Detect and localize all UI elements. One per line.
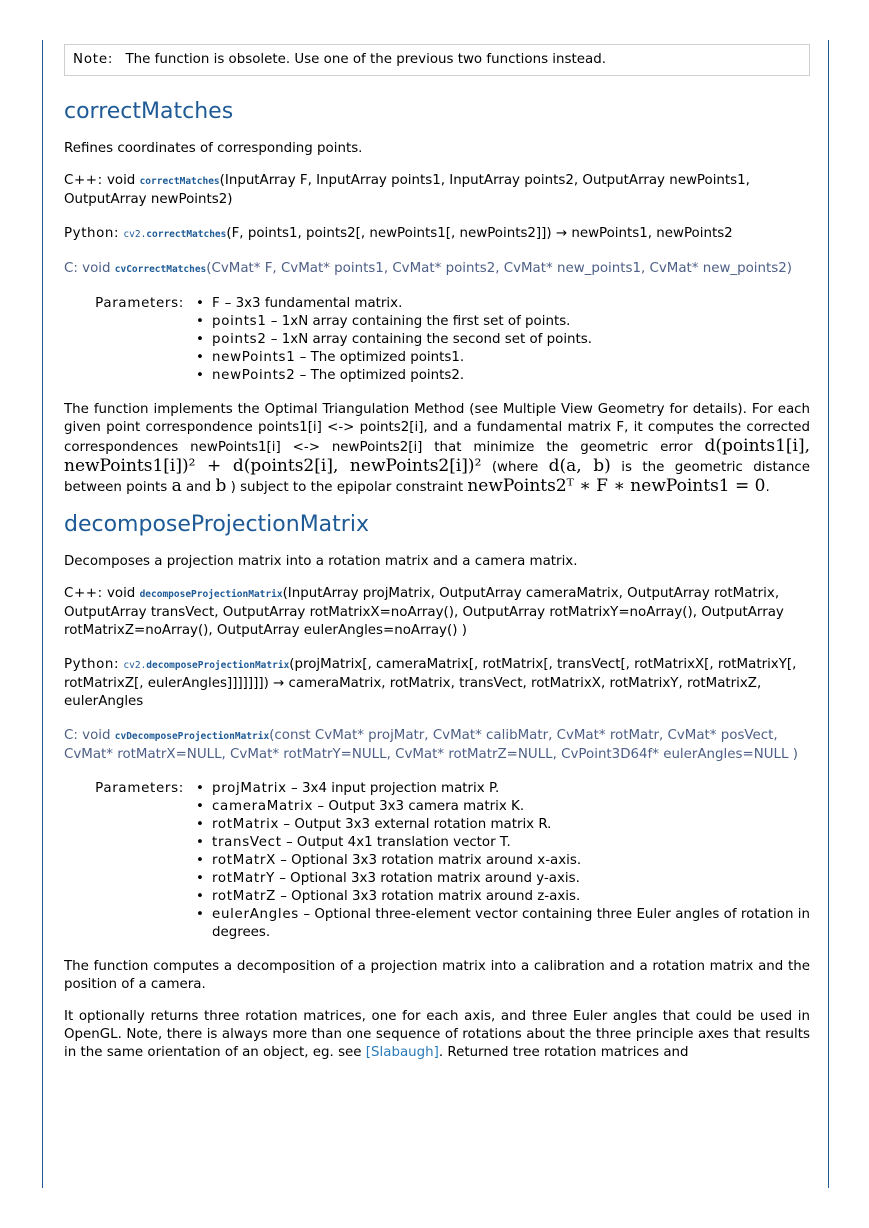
body-text: ) subject to the epipolar constraint bbox=[230, 480, 464, 495]
param-name: points1 bbox=[212, 314, 267, 329]
param-name: cameraMatrix bbox=[212, 799, 314, 814]
param-desc: – 3x3 fundamental matrix. bbox=[220, 296, 403, 311]
param-name: newPoints2 bbox=[212, 368, 296, 383]
param-desc: – 1xN array containing the second set of points. bbox=[266, 332, 593, 347]
slabaugh-reference-link[interactable]: [Slabaugh] bbox=[365, 1045, 439, 1060]
list-item bbox=[192, 295, 810, 313]
param-desc: – Optional 3x3 rotation matrix around z-axis. bbox=[275, 889, 581, 904]
c-prefix: C: bbox=[64, 261, 78, 276]
cpp-args: (InputArray F, InputArray points1, InputArray points2, OutputArray newPoints1, OutputArray newPoints2) bbox=[64, 173, 750, 207]
cpp-signature bbox=[64, 172, 810, 209]
c-args: (const CvMat* projMatr, CvMat* calibMatr, CvMat* rotMatr, CvMat* posVect, CvMat* rotMatrX=NULL, CvMat* rotMatrY=NULL, CvMat* rotMatrZ=NULL, CvPoint3D64f* eulerAngles=NULL ) bbox=[64, 728, 798, 762]
function-name: correctMatches bbox=[139, 176, 220, 187]
return-type: void bbox=[106, 173, 136, 188]
param-desc: – Output 3x3 camera matrix K. bbox=[313, 799, 525, 814]
math-formula: newPoints2ᵀ ∗ F ∗ newPoints1 = 0 bbox=[467, 476, 766, 496]
param-desc: – Output 4x1 translation vector T. bbox=[281, 835, 511, 850]
section-title-correctmatches: correctMatches bbox=[64, 99, 234, 124]
function-name: decomposeProjectionMatrix bbox=[146, 660, 290, 671]
param-desc: – The optimized points2. bbox=[295, 368, 465, 383]
param-desc: – Optional 3x3 rotation matrix around y-axis. bbox=[274, 871, 580, 886]
return-type: void bbox=[82, 728, 111, 743]
page-border-right bbox=[828, 40, 829, 1188]
list-item bbox=[192, 870, 810, 888]
parameters-label: Parameters: bbox=[95, 296, 184, 311]
function-name: cvCorrectMatches bbox=[114, 264, 207, 275]
note-label: Note: bbox=[73, 52, 114, 67]
param-desc: – 3x4 input projection matrix P. bbox=[286, 781, 500, 796]
decompose-paragraph-1: The function computes a decomposition of a projection matrix into a calibration and a rotation matrix and the position of a camera. bbox=[64, 959, 810, 992]
python-args: (projMatrix[, cameraMatrix[, rotMatrix[, transVect[, rotMatrixX[, rotMatrixY[, rotMatrixZ[, eulerAngles]]]]]]]) → cameraMatrix, rotMatrix, transVect, rotMatrixX, rotMatrixY, rotMatrixZ, eulerAngles bbox=[64, 657, 797, 709]
function-name: decomposeProjectionMatrix bbox=[139, 589, 283, 600]
math-symbol: b bbox=[215, 476, 227, 496]
python-prefix: Python: bbox=[64, 226, 120, 241]
c-signature bbox=[64, 260, 810, 279]
list-item bbox=[192, 888, 810, 906]
return-type: void bbox=[106, 586, 136, 601]
cpp-prefix: C++: bbox=[64, 173, 103, 188]
correctmatches-description: Refines coordinates of corresponding points. bbox=[64, 141, 363, 156]
body-text: and bbox=[185, 480, 212, 495]
param-desc: – Optional three-element vector containing three Euler angles of rotation in degrees. bbox=[212, 907, 810, 940]
param-desc: – 1xN array containing the first set of points. bbox=[266, 314, 571, 329]
list-item bbox=[192, 331, 810, 349]
param-name: points2 bbox=[212, 332, 267, 347]
function-name: cvDecomposeProjectionMatrix bbox=[114, 731, 270, 742]
body-text: . bbox=[765, 480, 770, 495]
parameters-block bbox=[64, 295, 810, 385]
c-prefix: C: bbox=[64, 728, 78, 743]
list-item bbox=[192, 313, 810, 331]
section-title-decomposeprojectionmatrix: decomposeProjectionMatrix bbox=[64, 512, 369, 537]
math-formula: d(points1[i], newPoints1[i])² + d(points2[i], newPoints2[i])² bbox=[64, 436, 811, 476]
parameters-block bbox=[64, 780, 810, 942]
function-name: correctMatches bbox=[146, 229, 227, 240]
python-module: cv2. bbox=[123, 660, 147, 671]
body-text: The function implements the Optimal Triangulation Method (see Multiple View Geometry for details). For each given point correspondence points1[i] <-> points2[i], and a fundamental matrix F, it computes the corrected correspondences newPoints1[i] <-> newPoints2[i] that minimize the geometric error bbox=[64, 402, 810, 455]
python-args: (F, points1, points2[, newPoints1[, newPoints2]]) → newPoints1, newPoints2 bbox=[226, 226, 733, 241]
list-item bbox=[192, 349, 810, 367]
c-signature bbox=[64, 727, 810, 764]
body-text: . Returned tree rotation matrices and bbox=[438, 1045, 689, 1060]
param-desc: – Output 3x3 external rotation matrix R. bbox=[279, 817, 552, 832]
note-text: The function is obsolete. Use one of the previous two functions instead. bbox=[125, 52, 606, 67]
return-type: void bbox=[82, 261, 111, 276]
math-formula: d(a, b) bbox=[548, 456, 611, 476]
parameters-label: Parameters: bbox=[95, 781, 184, 796]
param-desc: – The optimized points1. bbox=[295, 350, 465, 365]
list-item bbox=[192, 852, 810, 870]
python-prefix: Python: bbox=[64, 657, 120, 672]
param-name: eulerAngles bbox=[212, 907, 299, 922]
param-name: transVect bbox=[212, 835, 282, 850]
python-signature bbox=[64, 225, 810, 244]
page-border-left bbox=[42, 40, 43, 1188]
cpp-signature bbox=[64, 585, 810, 640]
c-args: (CvMat* F, CvMat* points1, CvMat* points2, CvMat* new_points1, CvMat* new_points2) bbox=[206, 261, 792, 276]
list-item bbox=[192, 834, 810, 852]
list-item bbox=[192, 906, 810, 942]
math-symbol: a bbox=[171, 476, 182, 496]
param-name: rotMatrZ bbox=[212, 889, 276, 904]
correctmatches-body bbox=[64, 401, 810, 497]
cpp-prefix: C++: bbox=[64, 586, 103, 601]
param-desc: – Optional 3x3 rotation matrix around x-axis. bbox=[275, 853, 582, 868]
parameters-list bbox=[192, 780, 810, 942]
python-module: cv2. bbox=[123, 229, 147, 240]
param-name: projMatrix bbox=[212, 781, 287, 796]
list-item bbox=[192, 780, 810, 798]
decompose-description: Decomposes a projection matrix into a rotation matrix and a camera matrix. bbox=[64, 554, 578, 569]
param-name: rotMatrix bbox=[212, 817, 280, 832]
decompose-paragraph-2 bbox=[64, 1008, 810, 1062]
cpp-args: (InputArray projMatrix, OutputArray cameraMatrix, OutputArray rotMatrix, OutputArray transVect, OutputArray rotMatrixX=noArray(), OutputArray rotMatrixY=noArray(), OutputArray rotMatrixZ=noArray(), OutputArray eulerAngles=noArray() ) bbox=[64, 586, 784, 638]
list-item bbox=[192, 816, 810, 834]
param-name: F bbox=[212, 296, 221, 311]
param-name: rotMatrY bbox=[212, 871, 275, 886]
python-signature bbox=[64, 656, 810, 711]
body-text: It optionally returns three rotation matrices, one for each axis, and three Euler angles that could be used in OpenGL. Note, there is always more than one sequence of rotations about the three principle axes that results in the same orientation of an object, eg. see bbox=[64, 1009, 810, 1060]
doc-content bbox=[64, 44, 810, 1076]
list-item bbox=[192, 367, 810, 385]
param-name: newPoints1 bbox=[212, 350, 296, 365]
list-item bbox=[192, 798, 810, 816]
body-text: (where bbox=[491, 460, 539, 475]
body-text: is the geometric distance between points bbox=[64, 460, 810, 495]
note-box bbox=[64, 44, 810, 76]
param-name: rotMatrX bbox=[212, 853, 276, 868]
parameters-list bbox=[192, 295, 810, 385]
